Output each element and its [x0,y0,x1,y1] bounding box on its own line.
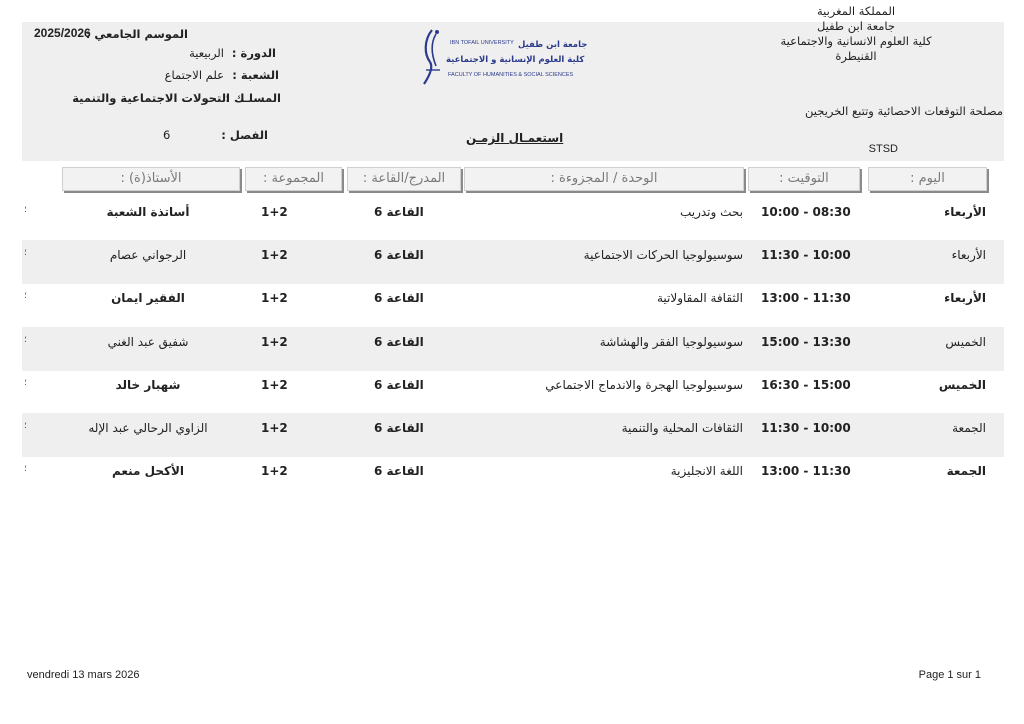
row-edge-mark: ؛ [24,421,27,431]
row-group: 1+2 [261,334,288,349]
row-edge-mark: ؛ [24,205,27,215]
logo-ar-university: جامعة ابن طفيل [518,40,588,50]
schedule-title: استعمـال الزمـن [466,131,564,145]
semester-value: 6 [163,128,171,142]
column-header-teacher: الأستاذ(ة) : [62,167,240,191]
service-code: STSD [868,143,898,155]
row-module: بحث وتدريب [679,205,743,219]
row-time: 16:30 - 15:00 [761,377,851,392]
row-teacher: الأكحل منعم [111,464,185,479]
row-teacher: شفيق عبد الغني [107,334,189,349]
column-header-module: الوحدة / المجزوءة : [464,167,744,191]
row-room: القاعة 6 [374,248,424,263]
row-day: الأربعاء [944,205,986,219]
row-time: 10:00 - 08:30 [761,205,851,219]
row-group: 1+2 [261,248,288,263]
row-time: 13:00 - 11:30 [761,464,851,479]
semester-label: الفصل : [221,128,268,142]
page-number: Page 1 sur 1 [918,669,981,681]
row-day: الأربعاء [944,291,986,306]
row-time: 13:00 - 11:30 [761,291,851,306]
row-time: 11:30 - 10:00 [761,421,851,435]
row-module: الثقافة المقاولاتية [656,291,743,306]
print-date: vendredi 13 mars 2026 [27,669,140,681]
session-value: الربيعية [189,46,224,60]
logo-en-faculty: FACULTY OF HUMANITIES & SOCIAL SCIENCES [448,72,574,78]
track-label: المسلـك : [225,91,281,105]
column-header-group: المجموعة : [245,167,342,191]
row-time: 15:00 - 13:30 [761,334,851,349]
row-room: القاعة 6 [374,377,424,392]
row-day: الجمعة [952,421,986,435]
session-label: الدورة : [231,46,276,60]
table-row-background [22,413,1004,457]
row-room: القاعة 6 [374,205,424,219]
row-group: 1+2 [261,205,288,219]
row-room: القاعة 6 [374,291,424,306]
row-room: القاعة 6 [374,464,424,479]
row-group: 1+2 [261,377,288,392]
kingdom-text: المملكة المغربية [816,4,896,18]
row-group: 1+2 [261,464,288,479]
column-header-time: التوقيت : [748,167,860,191]
branch-value: علم الاجتماع [164,68,224,82]
row-day: الجمعة [946,464,986,479]
season-value: 2025/2026 [34,26,91,40]
row-module: سوسيولوجيا الحركات الاجتماعية [583,248,743,263]
row-edge-mark: ؛ [24,464,27,475]
column-header-room: المدرج/القاعة : [347,167,461,191]
row-edge-mark: ؛ [24,334,27,345]
row-module: سوسيولوجيا الفقر والهشاشة [599,334,743,349]
column-header-day: اليوم : [868,167,987,191]
row-edge-mark: ؛ [24,377,27,388]
service-text: مصلحة التوقعات الاحصائية وتتبع الخريجين [805,104,1003,118]
row-edge-mark: ؛ [24,291,27,302]
row-module: سوسيولوجيا الهجرة والاندماج الاجتماعي [545,377,743,392]
faculty-text: كلية العلوم الانسانية والاجتماعية [780,34,932,48]
season-label: الموسم الجامعي : [85,27,188,41]
row-time: 11:30 - 10:00 [761,248,851,263]
row-module: الثقافات المحلية والتنمية [621,421,743,435]
track-value: التحولات الاجتماعية والتنمية [72,91,230,105]
row-day: الأربعاء [951,248,986,263]
table-row-background [22,240,1004,284]
row-room: القاعة 6 [374,334,424,349]
row-module: اللغة الانجليزية [670,464,743,479]
row-group: 1+2 [261,421,288,435]
row-teacher: الزاوي الرحالي عبد الإله [88,421,208,435]
row-day: الخميس [945,334,986,349]
university-logo [418,26,598,88]
logo-ar-faculty: كلية العلوم الإنسانية و الاجتماعية [446,55,585,65]
row-teacher: أساتذة الشعبة [106,205,190,219]
row-edge-mark: ؛ [24,248,27,259]
row-room: القاعة 6 [374,421,424,435]
branch-label: الشعبة : [232,68,279,82]
row-teacher: شهبار خالد [115,377,181,392]
row-group: 1+2 [261,291,288,306]
row-teacher: الفقير ايمان [111,291,185,306]
institution-block [726,4,986,64]
row-day: الخميس [938,377,986,392]
university-text: جامعة ابن طفيل [816,19,896,33]
logo-emblem-icon [418,26,446,88]
row-teacher: الرجواني عصام [109,248,187,263]
logo-en-university: IBN TOFAIL UNIVERSITY [450,40,514,46]
city-text: القنيطرة [835,49,877,63]
